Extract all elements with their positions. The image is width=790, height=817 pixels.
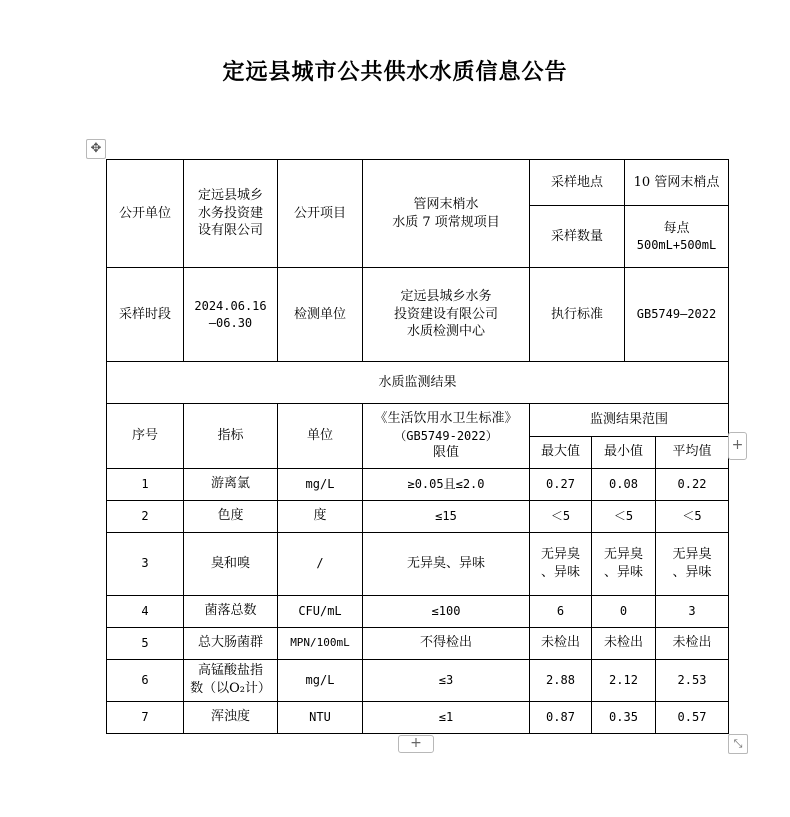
table-row — [107, 627, 729, 659]
table-row — [107, 160, 729, 206]
quantity-line: 500mL+500mL — [636, 238, 717, 253]
row-min: ＜5 — [592, 500, 656, 532]
col-avg: 平均值 — [656, 436, 729, 468]
table-row — [107, 532, 729, 595]
publisher-label: 公开单位 — [107, 160, 184, 268]
row-max: 0.27 — [530, 468, 592, 500]
row-no: 6 — [107, 659, 184, 701]
row-indicator: 臭和嗅 — [184, 532, 278, 595]
section-title: 水质监测结果 — [107, 362, 729, 404]
publisher-value — [184, 160, 278, 268]
row-indicator-line: 高锰酸盐指 — [197, 663, 263, 679]
col-min: 最小值 — [592, 436, 656, 468]
row-indicator — [184, 659, 278, 701]
row-avg-line: 、异味 — [672, 564, 712, 580]
col-limit-line: （GB5749-2022） — [394, 428, 498, 443]
table-row — [107, 701, 729, 733]
row-indicator-line: 数（以O₂计） — [190, 681, 271, 696]
quantity-label: 采样数量 — [530, 206, 625, 268]
col-limit — [363, 404, 530, 468]
item-label: 公开项目 — [278, 160, 363, 268]
row-limit: ≤15 — [363, 500, 530, 532]
col-limit-line: 限值 — [432, 444, 459, 460]
row-avg: 3 — [656, 595, 729, 627]
standard-label: 执行标准 — [530, 268, 625, 362]
period-value — [184, 268, 278, 362]
quantity-line: 每点 — [663, 220, 690, 236]
add-row-icon[interactable]: + — [398, 735, 434, 753]
table-resize-icon[interactable]: ⤡ — [728, 734, 748, 754]
lab-label: 检测单位 — [278, 268, 363, 362]
water-quality-table — [106, 159, 729, 404]
row-limit: ≤100 — [363, 595, 530, 627]
row-indicator: 总大肠菌群 — [184, 627, 278, 659]
table-row — [107, 362, 729, 404]
lab-line: 定远县城乡水务 — [400, 289, 492, 305]
row-unit: mg/L — [278, 468, 363, 500]
row-unit: NTU — [278, 701, 363, 733]
row-limit: ≤3 — [363, 659, 530, 701]
row-min: 0.35 — [592, 701, 656, 733]
row-max: 6 — [530, 595, 592, 627]
row-unit: / — [278, 532, 363, 595]
col-unit: 单位 — [278, 404, 363, 468]
publisher-line: 水务投资建 — [197, 205, 263, 221]
row-min-line: 、异味 — [603, 564, 643, 580]
row-limit: 无异臭、异味 — [363, 532, 530, 595]
publisher-line: 定远县城乡 — [197, 188, 263, 204]
col-range: 监测结果范围 — [530, 404, 729, 436]
lab-line: 水质检测中心 — [406, 324, 485, 340]
row-avg-line: 无异臭 — [672, 546, 712, 562]
row-min — [592, 532, 656, 595]
row-unit: 度 — [278, 500, 363, 532]
table-row — [107, 404, 729, 436]
row-unit: CFU/mL — [278, 595, 363, 627]
table-row — [107, 500, 729, 532]
row-indicator: 色度 — [184, 500, 278, 532]
row-no: 4 — [107, 595, 184, 627]
row-avg: 0.22 — [656, 468, 729, 500]
col-max: 最大值 — [530, 436, 592, 468]
row-min-line: 无异臭 — [603, 546, 643, 562]
row-indicator: 浑浊度 — [184, 701, 278, 733]
row-avg — [656, 532, 729, 595]
add-column-icon[interactable]: + — [728, 432, 747, 460]
row-no: 7 — [107, 701, 184, 733]
lab-line: 投资建设有限公司 — [393, 306, 498, 322]
row-max: 0.87 — [530, 701, 592, 733]
item-line: 管网末梢水 — [413, 196, 479, 212]
table-row — [107, 659, 729, 701]
period-label: 采样时段 — [107, 268, 184, 362]
row-min: 0.08 — [592, 468, 656, 500]
period-line: 2024.06.16 — [194, 299, 267, 314]
row-avg: 2.53 — [656, 659, 729, 701]
row-indicator: 游离氯 — [184, 468, 278, 500]
row-max: 2.88 — [530, 659, 592, 701]
row-limit: 不得检出 — [363, 627, 530, 659]
period-line: —06.30 — [208, 315, 253, 330]
row-avg: 未检出 — [656, 627, 729, 659]
quantity-value — [625, 206, 729, 268]
standard-value: GB5749—2022 — [625, 268, 729, 362]
row-avg: ＜5 — [656, 500, 729, 532]
col-indicator: 指标 — [184, 404, 278, 468]
row-no: 3 — [107, 532, 184, 595]
row-max — [530, 532, 592, 595]
item-value — [363, 160, 530, 268]
lab-value — [363, 268, 530, 362]
table-row — [107, 268, 729, 362]
results-table — [106, 404, 729, 734]
row-no: 1 — [107, 468, 184, 500]
row-max-line: 无异臭 — [540, 546, 580, 562]
row-avg: 0.57 — [656, 701, 729, 733]
row-min: 未检出 — [592, 627, 656, 659]
col-index: 序号 — [107, 404, 184, 468]
row-indicator: 菌落总数 — [184, 595, 278, 627]
col-limit-line: 《生活饮用水卫生标准》 — [374, 411, 518, 427]
row-min: 2.12 — [592, 659, 656, 701]
site-value: 10 管网末梢点 — [625, 160, 729, 206]
row-unit: MPN/100mL — [278, 627, 363, 659]
row-max: 未检出 — [530, 627, 592, 659]
row-max: ＜5 — [530, 500, 592, 532]
page-title: 定远县城市公共供水水质信息公告 — [222, 60, 568, 85]
table-row — [107, 468, 729, 500]
row-no: 5 — [107, 627, 184, 659]
site-label: 采样地点 — [530, 160, 625, 206]
row-no: 2 — [107, 500, 184, 532]
row-min: 0 — [592, 595, 656, 627]
row-max-line: 、异味 — [540, 564, 580, 580]
row-limit: ≤1 — [363, 701, 530, 733]
table-row — [107, 595, 729, 627]
item-line: 水质 7 项常规项目 — [392, 214, 500, 230]
table-move-icon[interactable]: ✥ — [86, 139, 106, 159]
row-unit: mg/L — [278, 659, 363, 701]
row-limit: ≥0.05且≤2.0 — [363, 468, 530, 500]
publisher-line: 设有限公司 — [197, 223, 263, 239]
